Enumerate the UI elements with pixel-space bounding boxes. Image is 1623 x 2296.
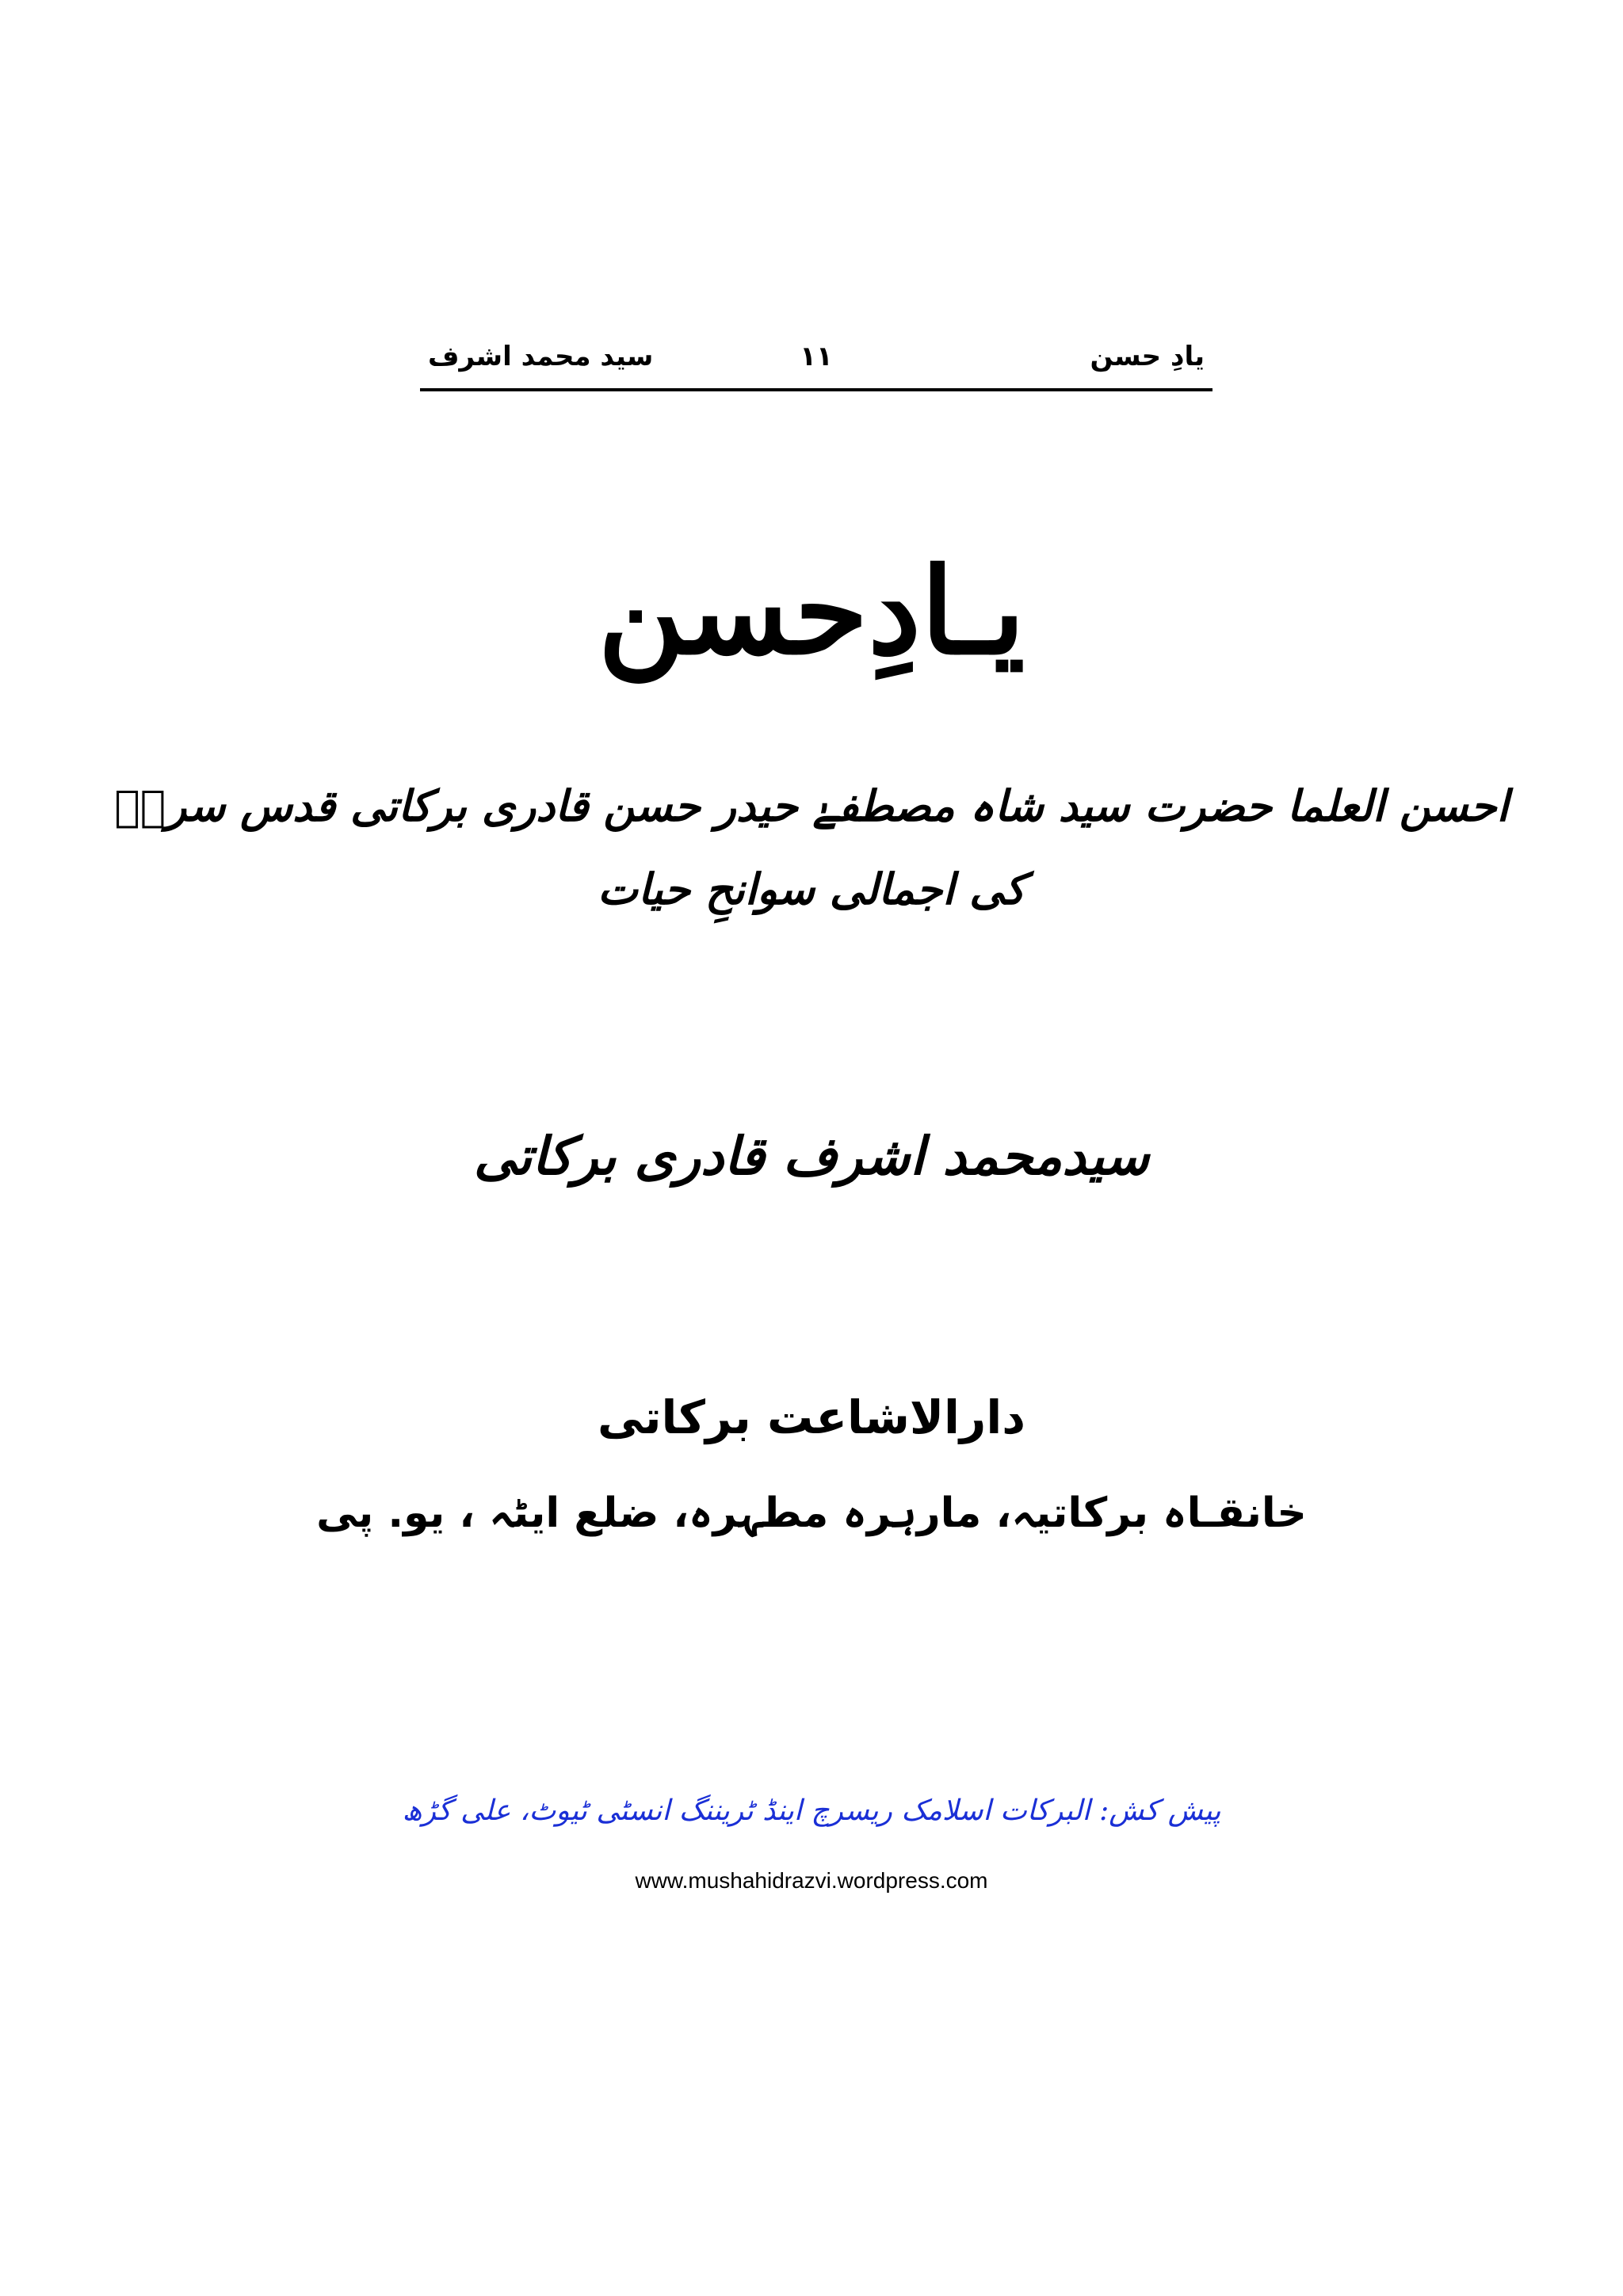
presented-by: پیش کش: البرکات اسلامک ریسرچ اینڈ ٹریننگ انسٹی ٹیوٹ، علی گڑھ — [402, 1794, 1221, 1827]
subtitle-line-2: کی اجمالی سوانحِ حیات — [598, 864, 1025, 914]
publisher-name: دارالاشاعت برکاتی — [598, 1390, 1025, 1444]
header-author: سید محمد اشرف — [428, 341, 654, 372]
running-header — [420, 333, 1212, 391]
subtitle-line-1: احسن العلما حضرت سید شاہ مصطفےٰ حیدر حسن قادری برکاتی قدس سرہٗ — [114, 780, 1509, 831]
website-link[interactable]: www.mushahidrazvi.wordpress.com — [635, 1868, 988, 1893]
publisher-address: خانقـاہ برکاتیہ، مارہرہ مطہرہ، ضلع ایٹہ ، یو. پی — [316, 1489, 1307, 1537]
header-book-title: یادِ حسن — [1090, 341, 1205, 372]
header-page-number: ۱۱ — [800, 341, 833, 372]
book-title: یـادِحسن — [598, 542, 1025, 681]
author-name: سیدمحمد اشرف قادری برکاتی — [473, 1125, 1150, 1187]
